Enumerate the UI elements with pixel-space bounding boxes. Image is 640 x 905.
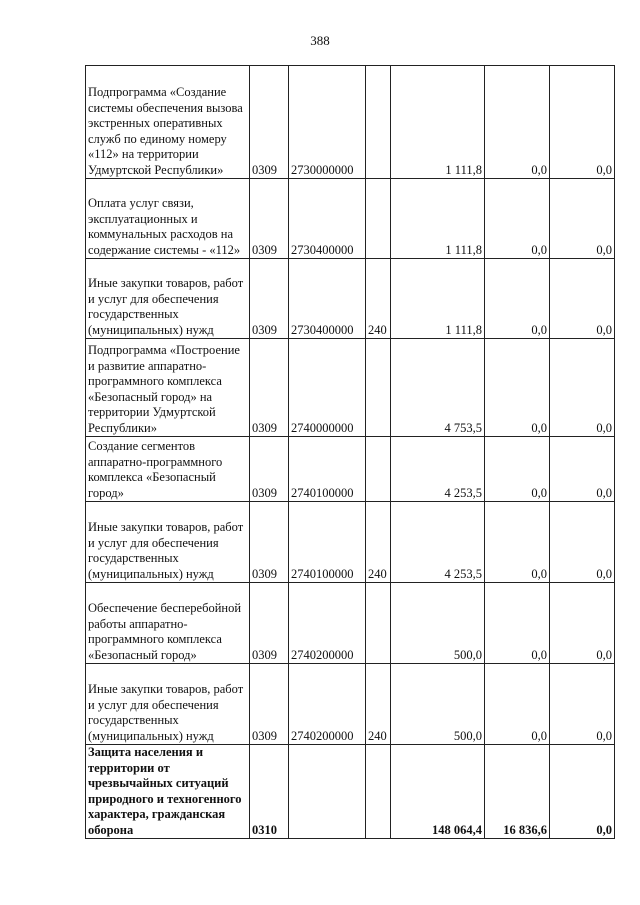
row-amount-3: 0,0 [550, 339, 615, 437]
row-amount-2: 0,0 [485, 259, 550, 339]
table-row [86, 583, 615, 664]
row-target-code: 2730400000 [289, 259, 366, 339]
row-section: 0309 [250, 437, 289, 502]
row-amount-2: 0,0 [485, 339, 550, 437]
row-name: Оплата услуг связи, эксплуатационных и коммунальных расходов на содержание системы - «112» [86, 179, 250, 259]
row-target-code: 2740000000 [289, 339, 366, 437]
table-row [86, 339, 615, 437]
row-target-code: 2740100000 [289, 502, 366, 583]
page-number: 388 [310, 33, 330, 48]
row-target-code [289, 745, 366, 839]
row-target-code: 2740100000 [289, 437, 366, 502]
row-amount-3: 0,0 [550, 745, 615, 839]
budget-table-body [86, 66, 615, 839]
row-amount-1: 4 753,5 [391, 339, 485, 437]
row-name: Подпрограмма «Построение и развитие аппаратно-программного комплекса «Безопасный город» на территории Удмуртской Республики» [86, 339, 250, 437]
row-name: Иные закупки товаров, работ и услуг для обеспечения государственных (муниципальных) нужд [86, 502, 250, 583]
row-amount-2: 0,0 [485, 66, 550, 179]
table-row [86, 745, 615, 839]
row-amount-1: 500,0 [391, 664, 485, 745]
row-expense-type [366, 583, 391, 664]
table-row [86, 664, 615, 745]
budget-table [85, 65, 615, 839]
row-target-code: 2740200000 [289, 664, 366, 745]
row-name: Создание сегментов аппаратно-программного комплекса «Безопасный город» [86, 437, 250, 502]
row-section: 0309 [250, 583, 289, 664]
row-amount-3: 0,0 [550, 502, 615, 583]
row-expense-type: 240 [366, 502, 391, 583]
row-amount-3: 0,0 [550, 583, 615, 664]
row-expense-type [366, 437, 391, 502]
table-row [86, 502, 615, 583]
row-amount-1: 1 111,8 [391, 179, 485, 259]
row-amount-3: 0,0 [550, 259, 615, 339]
row-amount-3: 0,0 [550, 664, 615, 745]
row-section: 0309 [250, 502, 289, 583]
row-amount-2: 0,0 [485, 664, 550, 745]
row-section: 0309 [250, 259, 289, 339]
row-amount-2: 0,0 [485, 437, 550, 502]
row-amount-1: 148 064,4 [391, 745, 485, 839]
table-row [86, 66, 615, 179]
row-expense-type [366, 179, 391, 259]
row-amount-1: 1 111,8 [391, 66, 485, 179]
row-amount-2: 16 836,6 [485, 745, 550, 839]
row-amount-3: 0,0 [550, 437, 615, 502]
row-target-code: 2730400000 [289, 179, 366, 259]
table-row [86, 179, 615, 259]
row-expense-type: 240 [366, 664, 391, 745]
row-amount-3: 0,0 [550, 66, 615, 179]
table-row [86, 437, 615, 502]
row-name: Подпрограмма «Создание системы обеспечения вызова экстренных оперативных служб по единому номеру «112» на территории Удмуртской Республики» [86, 66, 250, 179]
table-row [86, 259, 615, 339]
row-expense-type [366, 66, 391, 179]
row-name: Защита населения и территории от чрезвычайных ситуаций природного и техногенного характера, гражданская оборона [86, 745, 250, 839]
row-amount-2: 0,0 [485, 179, 550, 259]
row-amount-3: 0,0 [550, 179, 615, 259]
row-name: Иные закупки товаров, работ и услуг для обеспечения государственных (муниципальных) нужд [86, 259, 250, 339]
row-target-code: 2730000000 [289, 66, 366, 179]
row-amount-2: 0,0 [485, 583, 550, 664]
row-section: 0310 [250, 745, 289, 839]
row-target-code: 2740200000 [289, 583, 366, 664]
row-amount-1: 1 111,8 [391, 259, 485, 339]
row-amount-1: 4 253,5 [391, 437, 485, 502]
row-name: Обеспечение бесперебойной работы аппаратно-программного комплекса «Безопасный город» [86, 583, 250, 664]
row-section: 0309 [250, 66, 289, 179]
row-section: 0309 [250, 179, 289, 259]
row-name: Иные закупки товаров, работ и услуг для обеспечения государственных (муниципальных) нужд [86, 664, 250, 745]
row-section: 0309 [250, 339, 289, 437]
row-expense-type [366, 339, 391, 437]
row-expense-type: 240 [366, 259, 391, 339]
row-amount-1: 500,0 [391, 583, 485, 664]
row-section: 0309 [250, 664, 289, 745]
row-expense-type [366, 745, 391, 839]
row-amount-1: 4 253,5 [391, 502, 485, 583]
row-amount-2: 0,0 [485, 502, 550, 583]
